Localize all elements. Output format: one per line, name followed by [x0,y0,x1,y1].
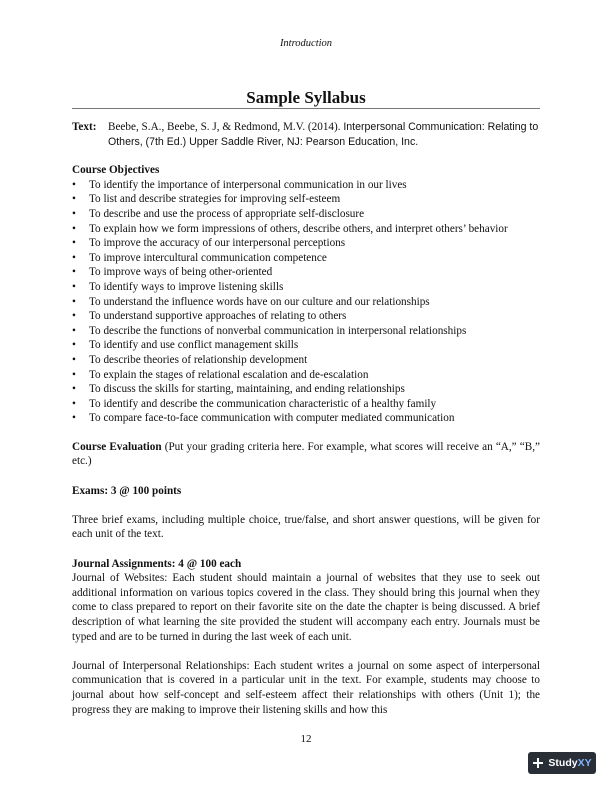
bullet-icon: • [72,251,76,264]
objective-text: To compare face-to-face communication with computer mediated communication [89,412,455,425]
bullet-icon: • [72,310,76,323]
spacer [72,469,540,484]
objective-text: To explain how we form impressions of others, describe others, and interpret others’ behavior [89,222,508,235]
badge-brand-main: Study [548,757,578,769]
list-item [72,368,540,383]
list-item [72,295,540,310]
journal-websites-text: Journal of Websites: Each student should maintain a journal of websites that they use to seek out additional information on various topics covered in the class. They should bring this journal when they come to class prepared to report on their favorite site on the date the chapter is being discussed. A brief description of what learning the site provided the student will accompany each entry. Journals must be typed and are to be turned in during the last week of each unit. [72,572,540,643]
objectives-heading: Course Objectives [72,164,160,177]
objective-text: To improve ways of being other-oriented [89,266,273,279]
objectives-list [72,178,540,426]
objective-text: To describe the functions of nonverbal communication in interpersonal relationships [89,324,467,337]
journal-relationships-text: Journal of Interpersonal Relationships: Each student writes a journal on some aspect of interpersonal communication that is covered in a particular unit in the text. For example, students may choose to journal about how self-concept and self-esteem affect their relationships with others (Unit 1); the progress they are making to improve their listening skills and how this [72,659,540,716]
bullet-icon: • [72,222,76,235]
studyxy-badge[interactable] [528,752,596,774]
list-item [72,251,540,266]
bullet-icon: • [72,383,76,396]
bullet-icon: • [72,266,76,279]
bullet-icon: • [72,280,76,293]
bullet-icon: • [72,397,76,410]
bullet-icon: • [72,237,76,250]
list-item [72,397,540,412]
bullet-icon: • [72,324,76,337]
list-item [72,338,540,353]
list-item [72,265,540,280]
title-underline-divider [72,108,540,109]
bullet-icon: • [72,178,76,191]
objective-text: To list and describe strategies for improving self-esteem [89,193,341,206]
objective-text: To identify and use conflict management skills [89,339,299,352]
objective-text: To identify the importance of interpersonal communication in our lives [89,178,407,191]
objective-text: To describe and use the process of appropriate self-disclosure [89,207,365,220]
list-item [72,309,540,324]
objective-text: To understand supportive approaches of relating to others [89,310,347,323]
list-item [72,382,540,397]
list-item [72,236,540,251]
exams-text: Three brief exams, including multiple choice, true/false, and short answer questions, will be given for each unit of the text. [72,513,540,541]
objective-text: To explain the stages of relational escalation and de-escalation [89,368,369,381]
objective-text: To improve the accuracy of our interpersonal perceptions [89,237,346,250]
list-item [72,222,540,237]
journals-heading: Journal Assignments: 4 @ 100 each [72,557,242,570]
list-item [72,178,540,193]
objective-text: To improve intercultural communication competence [89,251,327,264]
objective-text: To discuss the skills for starting, maintaining, and ending relationships [89,383,405,396]
bullet-icon: • [72,295,76,308]
bullet-icon: • [72,412,76,425]
bullet-icon: • [72,193,76,206]
badge-brand-accent: XY [577,757,592,769]
bullet-icon: • [72,353,76,366]
bullet-icon: • [72,339,76,352]
evaluation-text: (Put your grading criteria here. For example, what scores will receive an “A,” “B,” etc.) [72,440,540,468]
textbook-label: Text: [72,121,97,133]
textbook-authors: Beebe, S.A., Beebe, S. J, & Redmond, M.V. (2014). [108,121,341,133]
list-item [72,207,540,222]
bullet-icon: • [72,207,76,220]
textbook-publisher: (7th Ed.) Upper Saddle River, NJ: Pearson Education, Inc. [145,135,419,148]
running-head: Introduction [279,38,333,49]
bullet-icon: • [72,368,76,381]
page-number: 12 [300,733,312,745]
list-item [72,411,540,426]
objective-text: To identify ways to improve listening skills [89,280,284,293]
spacer [72,542,540,557]
plus-icon [532,757,544,769]
textbook-reference [72,120,540,149]
list-item [72,353,540,368]
evaluation-heading: Course Evaluation [72,440,162,453]
evaluation-paragraph [72,440,540,469]
list-item [72,280,540,295]
spacer [72,498,540,513]
list-item [72,324,540,339]
objective-text: To understand the influence words have on our culture and our relationships [89,295,430,308]
textbook-citation [108,120,540,149]
spacer [72,644,540,659]
textbook-title: Interpersonal Communication: Relating to Others, [108,121,539,148]
page-title: Sample Syllabus [246,88,366,107]
objective-text: To describe theories of relationship development [89,353,308,366]
list-item [72,192,540,207]
syllabus-content [72,120,540,717]
exams-heading: Exams: 3 @ 100 points [72,484,182,497]
objective-text: To identify and describe the communication characteristic of a healthy family [89,397,437,410]
